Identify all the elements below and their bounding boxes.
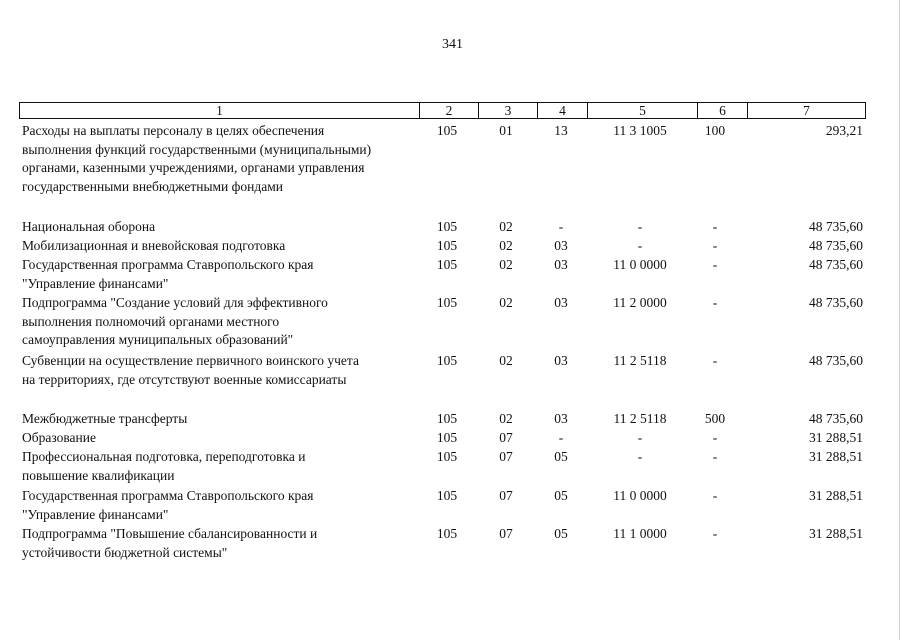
row-col-3: 02 <box>499 257 513 272</box>
row-col-5: - <box>637 449 643 464</box>
row-col-2: 105 <box>436 219 458 234</box>
row-col-7: 48 735,60 <box>809 219 863 234</box>
row-col-2: 105 <box>436 411 458 426</box>
row-col-2: 105 <box>436 526 458 541</box>
row-col-3: 07 <box>499 430 513 445</box>
row-name: Расходы на выплаты персоналу в целях обеспечения выполнения функций государственными (муниципальными) органами, казенными учреждениями, органами управления государственными внебюджетными фондами <box>22 123 372 194</box>
row-col-5: - <box>637 219 643 234</box>
row-col-3: 02 <box>499 411 513 426</box>
row-col-7: 48 735,60 <box>809 257 863 272</box>
row-name: Государственная программа Ставропольского края "Управление финансами" <box>22 257 314 291</box>
row-col-3: 07 <box>499 526 513 541</box>
row-col-4: 05 <box>554 449 568 464</box>
row-col-7: 48 735,60 <box>809 353 863 368</box>
row-name: Государственная программа Ставропольского края "Управление финансами" <box>22 488 314 522</box>
row-col-2: 105 <box>436 257 458 272</box>
row-name: Профессиональная подготовка, переподготовка и повышение квалификации <box>22 449 306 483</box>
header-col-6: 6 <box>698 103 748 118</box>
row-col-6: - <box>712 257 718 272</box>
row-col-4: - <box>558 430 564 445</box>
scan-edge-line <box>899 0 900 640</box>
row-col-5: 11 2 0000 <box>613 295 667 310</box>
row-col-6: - <box>712 526 718 541</box>
row-col-4: - <box>558 219 564 234</box>
row-col-5: 11 2 5118 <box>613 353 667 368</box>
header-col-3: 3 <box>479 103 538 118</box>
row-col-6: - <box>712 219 718 234</box>
row-col-3: 01 <box>499 123 513 138</box>
row-col-4: 03 <box>554 257 568 272</box>
row-name: Межбюджетные трансферты <box>22 411 188 426</box>
row-col-3: 02 <box>499 295 513 310</box>
row-col-2: 105 <box>436 449 458 464</box>
row-col-4: 05 <box>554 526 568 541</box>
row-col-2: 105 <box>436 488 458 503</box>
header-col-7: 7 <box>803 103 810 118</box>
row-col-6: - <box>712 353 718 368</box>
row-col-4: 13 <box>554 123 568 138</box>
row-name: Подпрограмма "Повышение сбалансированности и устойчивости бюджетной системы" <box>22 526 318 560</box>
row-col-6: - <box>712 430 718 445</box>
row-col-7: 31 288,51 <box>809 526 863 541</box>
row-col-7: 48 735,60 <box>809 411 863 426</box>
row-name: Субвенции на осуществление первичного воинского учета на территориях, где отсутствуют военные комиссариаты <box>22 353 359 387</box>
row-col-3: 02 <box>499 219 513 234</box>
row-col-7: 48 735,60 <box>809 238 863 253</box>
row-col-6: - <box>712 295 718 310</box>
row-col-2: 105 <box>436 353 458 368</box>
row-name: Подпрограмма "Создание условий для эффективного выполнения полномочий органами местного самоуправления муниципальных образований" <box>22 295 328 347</box>
row-col-5: 11 0 0000 <box>613 488 667 503</box>
header-col-5: 5 <box>588 103 698 118</box>
row-col-5: - <box>637 238 643 253</box>
header-col-4: 4 <box>538 103 588 118</box>
row-col-5: 11 1 0000 <box>613 526 667 541</box>
row-col-7: 31 288,51 <box>809 449 863 464</box>
page-number: 341 <box>442 37 463 52</box>
row-col-3: 07 <box>499 488 513 503</box>
row-col-2: 105 <box>436 430 458 445</box>
row-col-4: 03 <box>554 238 568 253</box>
header-col-1: 1 <box>20 103 420 118</box>
row-col-6: 100 <box>704 123 726 138</box>
row-col-4: 05 <box>554 488 568 503</box>
row-col-3: 02 <box>499 353 513 368</box>
row-col-6: - <box>712 449 718 464</box>
row-col-7: 31 288,51 <box>809 430 863 445</box>
row-col-5: 11 0 0000 <box>613 257 667 272</box>
row-col-7: 48 735,60 <box>809 295 863 310</box>
row-col-6: - <box>712 488 718 503</box>
row-name: Мобилизационная и вневойсковая подготовка <box>22 238 286 253</box>
table-header <box>19 102 866 119</box>
row-col-6: - <box>712 238 718 253</box>
row-col-4: 03 <box>554 353 568 368</box>
row-col-3: 02 <box>499 238 513 253</box>
row-col-4: 03 <box>554 295 568 310</box>
row-col-5: 11 2 5118 <box>613 411 667 426</box>
row-col-6: 500 <box>704 411 726 426</box>
row-col-7: 293,21 <box>825 123 863 138</box>
row-col-2: 105 <box>436 238 458 253</box>
row-name: Образование <box>22 430 96 445</box>
header-col-2: 2 <box>420 103 479 118</box>
row-col-7: 31 288,51 <box>809 488 863 503</box>
row-col-4: 03 <box>554 411 568 426</box>
row-col-3: 07 <box>499 449 513 464</box>
row-col-5: 11 3 1005 <box>613 123 667 138</box>
row-col-2: 105 <box>436 295 458 310</box>
row-name: Национальная оборона <box>22 219 156 234</box>
row-col-5: - <box>637 430 643 445</box>
row-col-2: 105 <box>436 123 458 138</box>
